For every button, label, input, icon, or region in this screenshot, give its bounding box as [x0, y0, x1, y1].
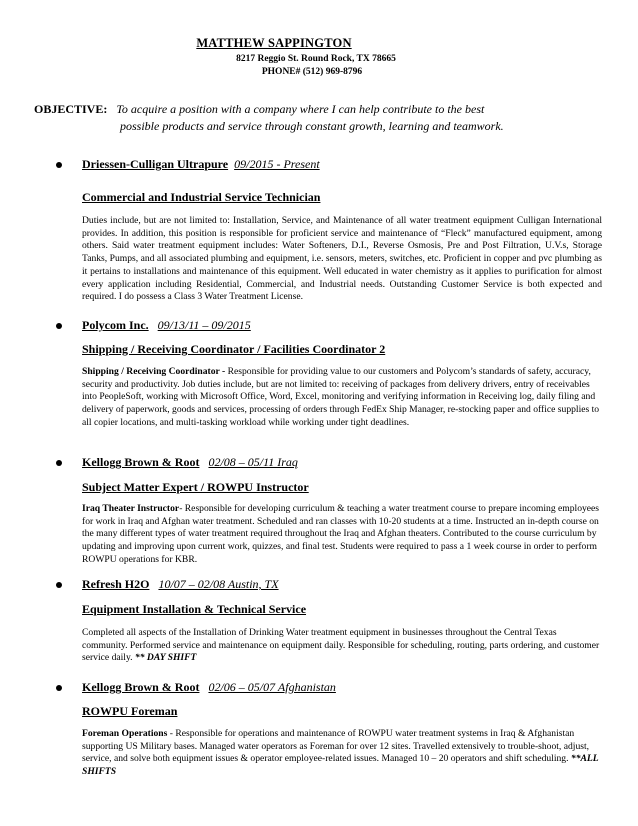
description-text: Completed all aspects of the Installation of Drinking Water treatment equipment in businesses throughout the Central Texas community. Performed service and maintenance on equipment daily. Responsible for scheduling, routing, parts ordering, and customer service daily. [82, 627, 600, 664]
shift-note: ** DAY SHIFT [134, 652, 197, 664]
bullet-icon [56, 323, 62, 329]
job-heading [82, 157, 320, 172]
company-name: Kellogg Brown & Root [82, 455, 200, 469]
description-lead: Iraq Theater Instructor [82, 503, 180, 514]
bullet-icon [56, 162, 62, 168]
bullet-icon [56, 460, 62, 466]
company-name: Refresh H2O [82, 577, 150, 591]
applicant-address: 8217 Reggio St. Round Rock, TX 78665 [236, 54, 396, 64]
job-heading [82, 318, 251, 333]
job-description [82, 627, 602, 665]
job-description [82, 215, 602, 304]
job-heading [82, 455, 298, 470]
applicant-name: MATTHEW SAPPINGTON [196, 36, 352, 50]
description-lead: Shipping / Receiving Coordinator - [82, 366, 226, 377]
job-dates: 10/07 – 02/08 Austin, TX [158, 577, 279, 591]
job-dates: 09/2015 - Present [234, 157, 320, 171]
job-heading [82, 577, 279, 592]
objective-text-line2: possible products and service through constant growth, learning and teamwork. [120, 119, 504, 133]
bullet-icon [56, 582, 62, 588]
applicant-phone: PHONE# (512) 969-8796 [261, 67, 363, 77]
shift-note: **ALL SHIFTS [82, 753, 599, 778]
job-dates: 09/13/11 – 09/2015 [157, 318, 251, 332]
job-role: Equipment Installation & Technical Service [82, 602, 307, 616]
job-description [82, 366, 602, 430]
company-name: Kellogg Brown & Root [82, 680, 200, 694]
job-role: Shipping / Receiving Coordinator / Facilities Coordinator 2 [82, 342, 386, 356]
description-text: Responsible for providing value to our customers and Polycom’s standards of safety, accuracy, security and productivity. Job duties include, but are not limited to: receiving of packages from delivery drivers, entry of receivables into PeopleSoft, working with Microsoft Office, Word, Excel, monitoring and verifying information in Receiving log, daily filing and delivery of paperwork, goods and services, processing of orders through FedEx Ship Manager, re-stocking paper and office supplies to all copier locations, and multi-tasking workload while working under tight deadlines. [82, 366, 600, 428]
job-role: Subject Matter Expert / ROWPU Instructor [82, 480, 309, 494]
objective-text-line1: To acquire a position with a company where I can help contribute to the best [116, 102, 485, 116]
company-name: Polycom Inc. [82, 318, 149, 332]
job-role: Commercial and Industrial Service Technician [82, 190, 321, 204]
job-description [82, 728, 602, 779]
description-lead: Foreman Operations [82, 728, 168, 739]
job-heading [82, 680, 336, 695]
job-description [82, 503, 602, 567]
objective-section [34, 101, 614, 135]
company-name: Driessen-Culligan Ultrapure [82, 157, 229, 171]
description-text: - Responsible for operations and maintenance of ROWPU water treatment systems in Iraq & Afghanistan supporting US Military bases. Managed water operators as Foreman for over 12 sites. Travelled extensively to trouble-shoot, adjust, service, and solve both equipment issues & operator employee-related issues. Managed 10 – 20 operators and shift scheduling. [82, 728, 590, 765]
description-text: Duties include, but are not limited to: Installation, Service, and Maintenance of all water treatment equipment Culligan International provides. In addition, this position is responsible for proficient service and maintenance of “Fleck” manufactured equipment, among others. Said water treatment equipment includes: Water Softeners, D.I., Reverse Osmosis, Pre and Post Filtration, U.V.s, Storage Tanks, Pumps, and all associated plumbing and equipment, i.e. sensors, meters, switches, etc. Proficient in copper and pvc plumbing as it pertains to installations and maintenance of this equipment. Well educated in water chemistry as it applies to purification for almost every application including Residential, Commercial, and Industrial needs. Outstanding Customer Service is both expected and required. I do possess a Class 3 Water Treatment License. [82, 215, 602, 303]
job-dates: 02/06 – 05/07 Afghanistan [208, 680, 336, 694]
bullet-icon [56, 685, 62, 691]
description-text: - Responsible for developing curriculum & teaching a water treatment course to prepare incoming employees for work in Iraq and Afghan water treatment. Scheduled and ran classes with 10-20 students at a time. Instructed an in-depth course on the many different types of water treatment required throughout the Iraq and Afghan theaters. Contributed to the course curriculum by updating and improving upon current work, quizzes, and final test. Students were required to pass a 1 week course in order to perform ROWPU operations for KBR. [82, 503, 600, 565]
job-role: ROWPU Foreman [82, 704, 178, 718]
objective-label: OBJECTIVE: [34, 102, 108, 116]
job-dates: 02/08 – 05/11 Iraq [208, 455, 298, 469]
